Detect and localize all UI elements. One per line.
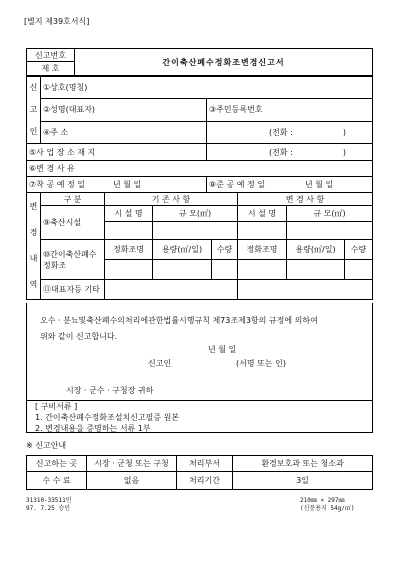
footer-code: 31310-33511민 [26, 497, 72, 504]
resident-no-field[interactable]: ③주민등록번호 [207, 99, 373, 121]
form-number: [별지 제39호서식] [24, 17, 90, 26]
guide-place-value: 시장 · 군청 또는 구청 [87, 456, 177, 472]
guide-period-value: 3일 [233, 472, 373, 490]
recipient: 시장 · 군수 · 구청장 귀하 [66, 386, 154, 395]
complete-value: 년 월 일 [304, 180, 334, 189]
side-char: 경 [29, 228, 38, 237]
change-table [26, 192, 373, 300]
col-changed: 변 경 사 항 [238, 193, 373, 206]
other-changed-input[interactable] [238, 280, 373, 300]
header-table [26, 48, 373, 76]
start-label: ⑦착 공 예 정 일 [29, 180, 85, 189]
statement-line-1: 오수 · 분뇨및축산폐수의처리에관한법률시행규칙 제73조제3항의 규정에 의하여 [40, 316, 318, 325]
facility-name-input-2[interactable] [238, 222, 287, 240]
guide-dept-value: 환경보호과 또는 청소과 [233, 456, 373, 472]
guide-period-label: 처리기간 [177, 472, 233, 490]
other-label: ⑪대표자등 기타 [41, 280, 105, 300]
scale-input-2[interactable] [287, 222, 373, 240]
phone-label: (전화 : [269, 127, 293, 137]
attachments-box [26, 400, 373, 433]
septic-label: ⑩간이축산폐수정화조 [41, 240, 105, 280]
water-input-2[interactable] [345, 260, 373, 280]
receipt-no-value: 제 호 [27, 62, 75, 76]
form-title: 간이축산폐수정화조변경신고서 [75, 49, 373, 76]
attachments-title: [ 구비서류 ] [35, 402, 78, 411]
scale-header: 규 모(㎡) [153, 206, 238, 222]
phone-field-2[interactable] [207, 144, 373, 161]
method-header: 정화조명 [105, 240, 153, 260]
method-input[interactable] [105, 260, 153, 280]
scale-input[interactable] [153, 222, 238, 240]
footer-paper: (신문용지 54g/㎡) [300, 505, 355, 512]
side-char: 인 [29, 127, 38, 136]
reporter-label: 신고인 [148, 359, 172, 368]
side-char: 고 [29, 105, 38, 114]
guide-fee-value: 없음 [87, 472, 177, 490]
side-char: 내 [29, 254, 38, 263]
location-field[interactable]: ⑤사 업 장 소 재 지 [27, 144, 207, 161]
method-header-2: 정화조명 [238, 240, 287, 260]
attachment-item: 1. 간이축산폐수정화조설치신고필증 원본 [35, 413, 180, 422]
change-reason-field[interactable]: ⑥변 경 사 유 [27, 161, 373, 177]
phone-label: (전화 : [269, 147, 293, 157]
statement-frame [26, 303, 373, 401]
guide-title: ※ 신고안내 [26, 441, 67, 450]
side-char: 변 [29, 202, 38, 211]
facility-name-header: 시 설 명 [105, 206, 153, 222]
capacity-input[interactable] [153, 260, 212, 280]
trade-name-field[interactable]: ①상호(명칭) [41, 77, 373, 99]
livestock-label: ⑨축산시설 [41, 206, 105, 240]
scale-header-2: 규 모(㎡) [287, 206, 373, 222]
address-field[interactable]: ④주 소 [41, 121, 207, 143]
receipt-no-label: 신고번호 [27, 49, 75, 62]
phone-close: ) [342, 127, 346, 137]
col-existing: 기 존 사 항 [105, 193, 238, 206]
other-existing-input[interactable] [105, 280, 238, 300]
water-header: 수량 [212, 240, 238, 260]
start-date-field[interactable] [27, 177, 207, 193]
method-input-2[interactable] [238, 260, 287, 280]
guide-place-label: 신고하는 곳 [27, 456, 87, 472]
signature-label: (서명 또는 인) [236, 359, 286, 368]
side-char: 신 [29, 83, 38, 92]
footer-approval: 97. 7.25 승인 [26, 505, 71, 512]
start-value: 년 월 일 [112, 180, 142, 189]
facility-name-input[interactable] [105, 222, 153, 240]
guide-fee-label: 수 수 료 [27, 472, 87, 490]
change-side-label [27, 193, 41, 300]
phone-close: ) [342, 147, 346, 157]
guide-dept-label: 처리부서 [177, 456, 233, 472]
statement-date: 년 월 일 [208, 345, 237, 354]
capacity-input-2[interactable] [287, 260, 345, 280]
attachment-item: 2. 변경내용을 증명하는 서류 1부 [35, 424, 151, 433]
capacity-header: 용량(㎥/일) [153, 240, 212, 260]
footer-size: 210㎜ × 297㎜ [300, 497, 345, 504]
complete-date-field[interactable] [207, 177, 373, 193]
water-input[interactable] [212, 260, 238, 280]
complete-label: ⑧준 공 예 정 일 [209, 180, 265, 189]
facility-name-header-2: 시 설 명 [238, 206, 287, 222]
applicant-side-label [27, 77, 41, 144]
col-category: 구 분 [41, 193, 105, 206]
statement-line-2: 위와 같이 신고합니다. [40, 332, 118, 341]
applicant-table [26, 76, 373, 193]
side-char: 역 [29, 280, 38, 289]
water-header-2: 수량 [345, 240, 373, 260]
name-field[interactable]: ②성명(대표자) [41, 99, 207, 121]
guide-table [26, 455, 373, 490]
phone-field-1[interactable] [207, 121, 373, 143]
capacity-header-2: 용량(㎥/일) [287, 240, 345, 260]
